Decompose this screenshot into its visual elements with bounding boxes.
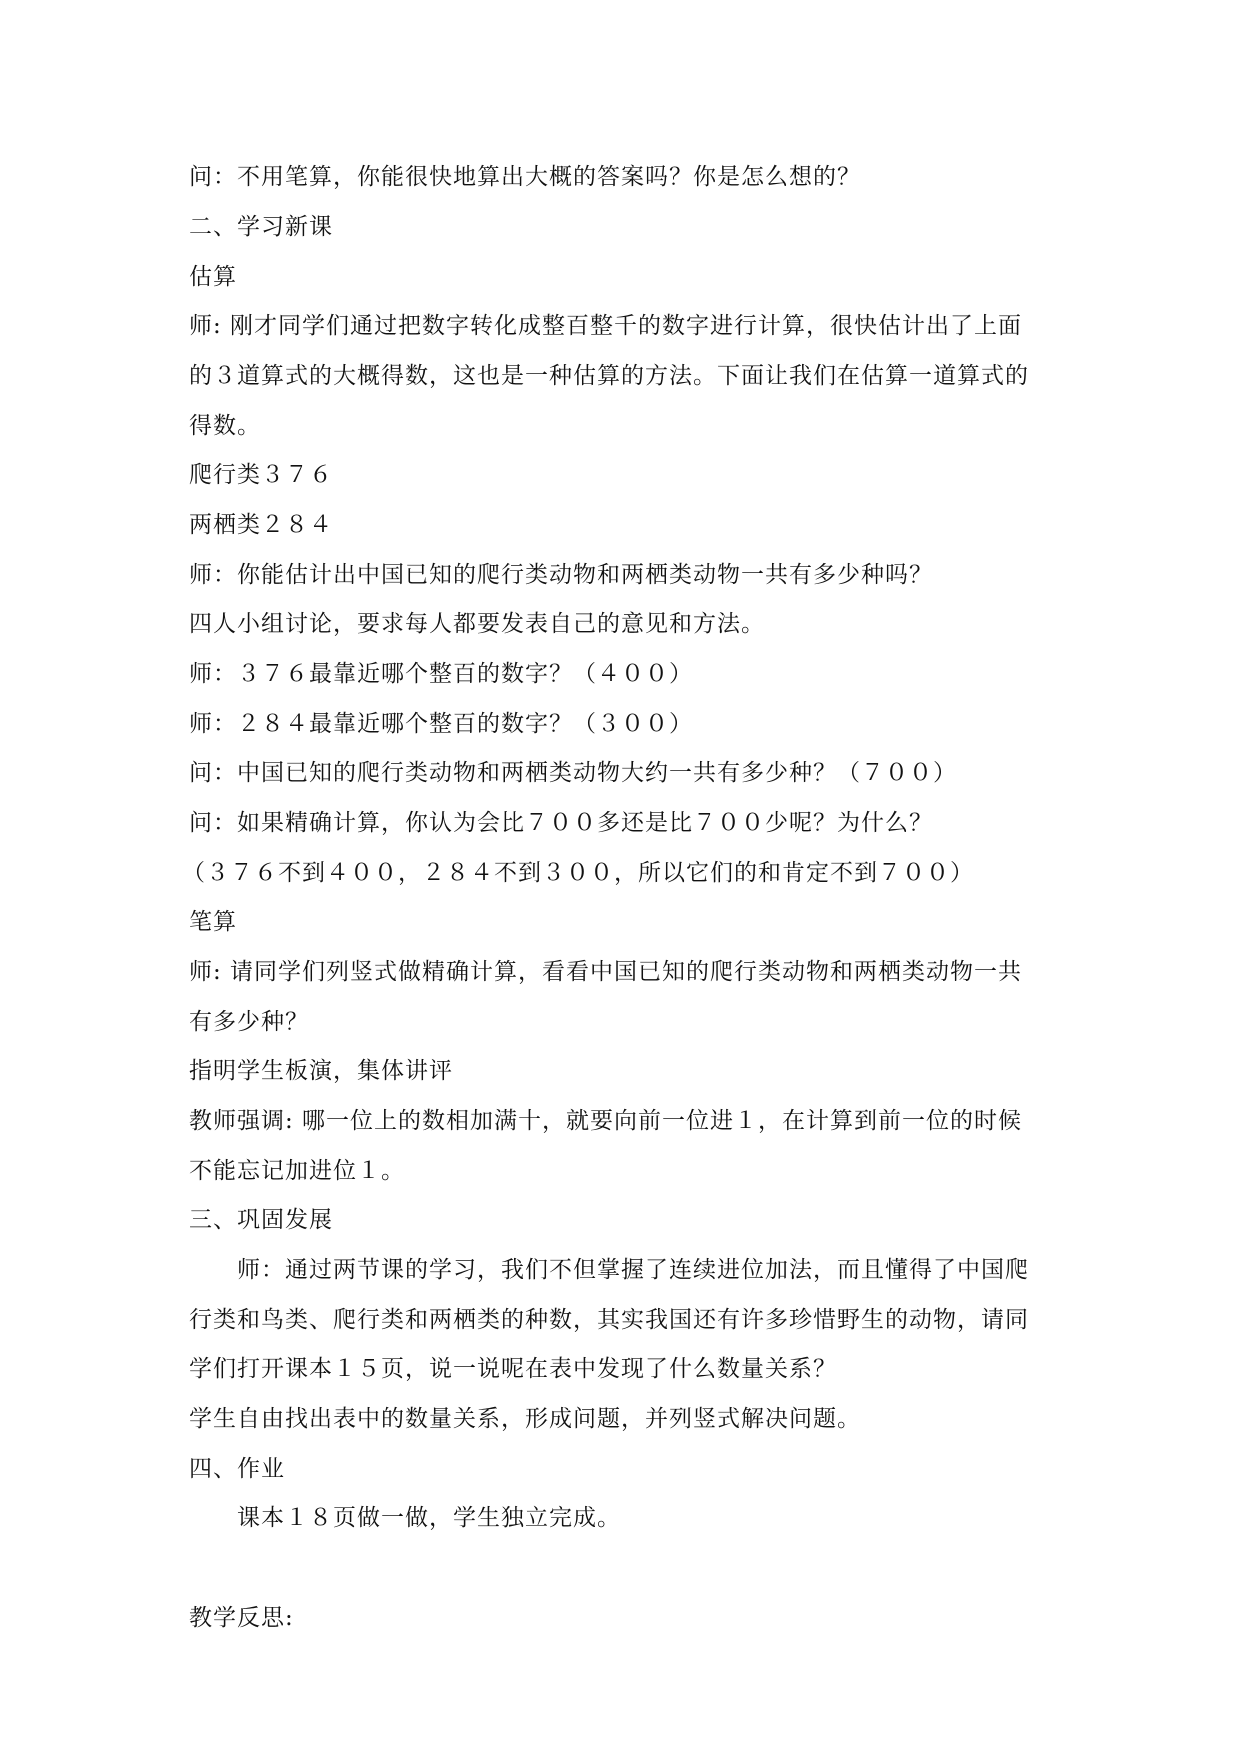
section-heading-consolidation: 三、巩固发展 <box>189 1207 333 1233</box>
subheading-estimation: 估算 <box>189 264 237 290</box>
paragraph-line: 指明学生板演，集体讲评 <box>189 1058 453 1084</box>
paragraph-line: 的３道算式的大概得数，这也是一种估算的方法。下面让我们在估算一道算式的 <box>189 363 1029 389</box>
paragraph-line: 师：通过两节课的学习，我们不但掌握了连续进位加法，而且懂得了中国爬 <box>237 1257 1029 1283</box>
data-line-reptiles: 爬行类３７６ <box>189 462 333 488</box>
paragraph-line: 行类和鸟类、爬行类和两栖类的种数，其实我国还有许多珍惜野生的动物，请同 <box>189 1307 1029 1333</box>
data-line-amphibians: 两栖类２８４ <box>189 512 333 538</box>
answer-line: （３７６不到４００，２８４不到３００，所以它们的和肯定不到７００） <box>182 860 974 886</box>
paragraph-line: 师: 刚才同学们通过把数字转化成整百整千的数字进行计算，很快估计出了上面 <box>189 313 1023 339</box>
paragraph-line: 有多少种？ <box>189 1009 309 1035</box>
question-line: 问：不用笔算，你能很快地算出大概的答案吗？你是怎么想的？ <box>189 164 861 190</box>
section-heading-new-lesson: 二、学习新课 <box>189 214 333 240</box>
teaching-reflection-label: 教学反思: <box>189 1605 294 1631</box>
paragraph-line: 不能忘记加进位１。 <box>189 1158 405 1184</box>
paragraph-line: 学们打开课本１５页，说一说呢在表中发现了什么数量关系？ <box>189 1356 837 1382</box>
homework-line: 课本１８页做一做，学生独立完成。 <box>237 1505 621 1531</box>
section-heading-homework: 四、作业 <box>189 1456 285 1482</box>
paragraph-line: 师: 请同学们列竖式做精确计算，看看中国已知的爬行类动物和两栖类动物一共 <box>189 959 1023 985</box>
teacher-question-line: 师：３７６最靠近哪个整百的数字？（４００） <box>189 661 693 687</box>
paragraph-line: 得数。 <box>189 413 261 439</box>
discussion-line: 四人小组讨论，要求每人都要发表自己的意见和方法。 <box>189 611 765 637</box>
paragraph-line: 教师强调: 哪一位上的数相加满十，就要向前一位进１，在计算到前一位的时候 <box>189 1108 1023 1134</box>
question-line: 问：中国已知的爬行类动物和两栖类动物大约一共有多少种？（７００） <box>189 760 957 786</box>
teacher-question-line: 师：你能估计出中国已知的爬行类动物和两栖类动物一共有多少种吗？ <box>189 562 933 588</box>
paragraph-line: 学生自由找出表中的数量关系，形成问题，并列竖式解决问题。 <box>189 1406 861 1432</box>
question-line: 问：如果精确计算，你认为会比７００多还是比７００少呢？为什么？ <box>189 810 933 836</box>
subheading-written-calculation: 笔算 <box>189 909 237 935</box>
teacher-question-line: 师：２８４最靠近哪个整百的数字？（３００） <box>189 711 693 737</box>
